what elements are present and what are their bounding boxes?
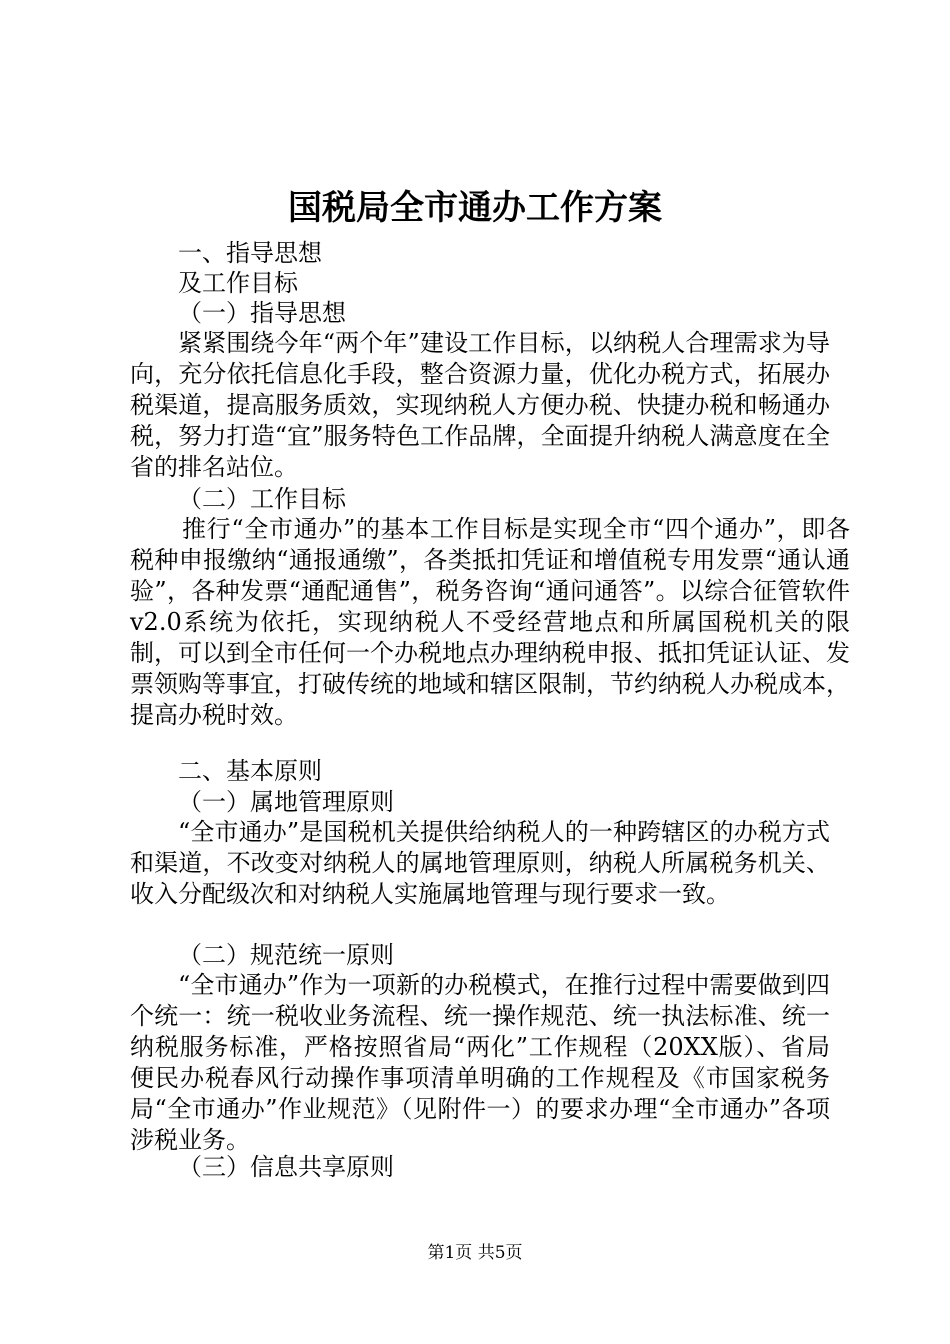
principle2-paragraph: “全市通办”作为一项新的办税模式，在推行过程中需要做到四个统一：统一税收业务流程、统一操作规范、统一执法标准、统一纳税服务标准，严格按照省局“两化”工作规程（20XX版）、省局便民办税春风行动操作事项清单明确的工作规程及《市国家税务局“全市通办”作业规范》（见附件一）的要求办理“全市通办”各项涉税业务。: [130, 971, 830, 1154]
page-footer: 第1页 共5页: [427, 1243, 523, 1263]
principle2-heading: （二）规范统一原则: [178, 941, 394, 969]
principle1-paragraph: “全市通办”是国税机关提供给纳税人的一种跨辖区的办税方式和渠道，不改变对纳税人的属地管理原则，纳税人所属税务机关、收入分配级次和对纳税人实施属地管理与现行要求一致。: [130, 818, 830, 908]
sub2-paragraph: 推行“全市通办”的基本工作目标是实现全市“四个通办”，即各税种申报缴纳“通报通缴”，各类抵扣凭证和增值税专用发票“通认通验”，各种发票“通配通售”，税务咨询“通问通答”。以综合征管软件v2.0系统为依托，实现纳税人不受经营地点和所属国税机关的限制，可以到全市任何一个办税地点办理纳税申报、抵扣凭证认证、发票领购等事宜，打破传统的地域和辖区限制，节约纳税人办税成本，提高办税时效。: [130, 515, 850, 729]
section1-heading: 一、指导思想: [178, 239, 322, 267]
sub1-paragraph: 紧紧围绕今年“两个年”建设工作目标，以纳税人合理需求为导向，充分依托信息化手段，整合资源力量，优化办税方式，拓展办税渠道，提高服务质效，实现纳税人方便办税、快捷办税和畅通办税，努力打造“宜”服务特色工作品牌，全面提升纳税人满意度在全省的排名站位。: [130, 329, 830, 481]
principle3-heading: （三）信息共享原则: [178, 1153, 394, 1181]
document-title: 国税局全市通办工作方案: [288, 188, 662, 228]
sub1-heading: （一）指导思想: [178, 299, 346, 327]
principle1-heading: （一）属地管理原则: [178, 788, 394, 816]
sub2-heading: （二）工作目标: [178, 485, 346, 513]
section2-heading: 二、基本原则: [178, 757, 322, 785]
section1-heading-cont: 及工作目标: [178, 269, 298, 297]
